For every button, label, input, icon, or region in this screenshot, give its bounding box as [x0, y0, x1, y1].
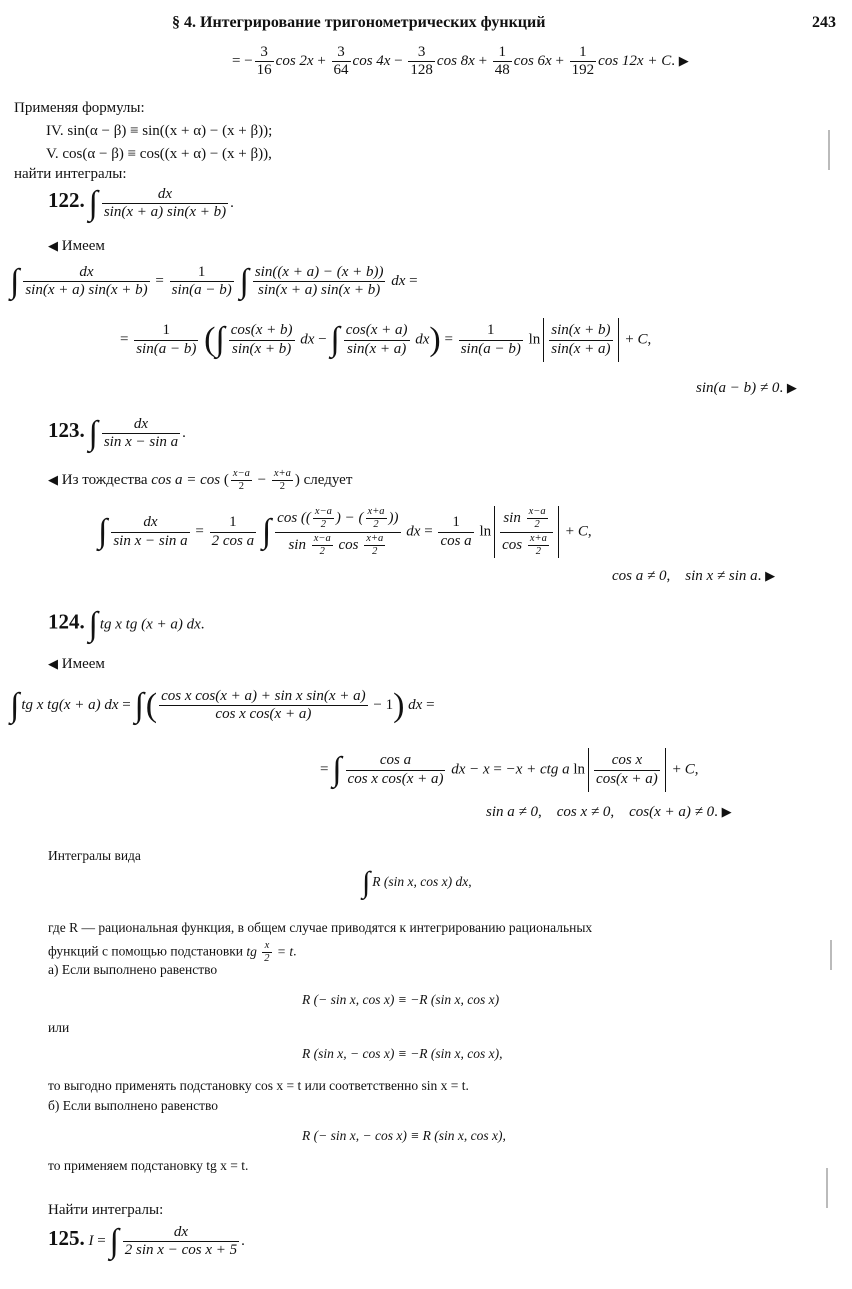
problem-number: 125.: [48, 1226, 85, 1251]
formula-case-b: R (− sin x, − cos x) ≡ R (sin x, cos x),: [302, 1128, 506, 1143]
solution-122-intro: [48, 238, 105, 255]
problem-125: 125. I = ∫ $\frac{dx}{\text{2 sin x − cos x + 5}}$ .: [48, 1222, 245, 1260]
problem-number: 122.: [48, 188, 85, 213]
or-label: или: [48, 1020, 70, 1035]
integrals-of-form-label: Интегралы вида: [48, 848, 141, 863]
formula-v: V. cos(α − β) ≡ cos((x + α) − (x + β)),: [46, 146, 272, 162]
right-triangle-icon: ▶: [786, 380, 797, 395]
where-text: где R — рациональная функция, в общем случае приводятся к интегрированию рациональных: [48, 920, 593, 935]
left-triangle-icon: ◀: [48, 472, 58, 487]
substitution-line: функций с помощью подстановки tg $\frac{x}{2}$ = t.: [48, 940, 297, 965]
formula-case-a-1: R (− sin x, cos x) ≡ −R (sin x, cos x): [302, 992, 500, 1007]
left-triangle-icon: ◀: [48, 238, 58, 253]
page-number: 243: [812, 14, 836, 31]
find-integrals-label: найти интегралы:: [14, 166, 127, 182]
right-triangle-icon: ▶: [678, 53, 689, 69]
problem-number: 123.: [48, 418, 85, 443]
solution-122-line2: = $\frac{1}{\sin(a - b)}$ (∫ $\frac{\cos(x + b)}{\sin(x + b)}$ dx − ∫ $\frac{\cos(x + a)}{\sin(x + a)}$ dx) = $\frac{1}{\sin(a - b)}$ ln $\frac{\sin(x + b)}{\sin(x + a)}$ + C,: [120, 318, 651, 362]
left-triangle-icon: ◀: [48, 656, 58, 671]
formula-r-integral: ∫ R (sin x, cos x) dx,: [362, 866, 472, 899]
apply-formulas-label: Применяя формулы:: [14, 100, 145, 116]
problem-122: 122. ∫ $\frac{dx}{\sin(x + a) \sin(x + b)}$ .: [48, 184, 234, 222]
right-triangle-icon: ▶: [721, 804, 732, 819]
follows-label: следует: [303, 472, 353, 488]
scan-artifact: [826, 1168, 828, 1208]
formula-case-a-2: R (sin x, − cos x) ≡ −R (sin x, cos x),: [302, 1046, 503, 1061]
with-substitution-label: функций с помощью подстановки: [48, 943, 244, 959]
right-triangle-icon: ▶: [765, 568, 776, 583]
solution-124-condition: sin a ≠ 0, cos x ≠ 0, cos(x + a) ≠ 0. ▶: [486, 804, 732, 820]
scan-artifact: [830, 940, 832, 970]
page-title: § 4. Интегрирование тригонометрических функций: [172, 14, 546, 31]
solution-123-line1: ∫ $\frac{dx}{\text{sin x − sin a}}$ = $\frac{1}{\text{2 cos a}}$ ∫ cos (( $\frac{x-a}{2}$ ) − ( $\frac{x+a}{2}$ )) sin $\frac{x-a}{2}$ cos $\frac{x+a}{2}$ dx = $\frac{1}{\text{cos a}}$ ln sin $\frac{x-a}{2}$ cos $\frac{x+a}{2}$ + C,: [98, 506, 592, 557]
problem-124: 124. ∫ tg x tg (x + a) dx.: [48, 606, 205, 643]
solution-124-line2: = ∫ $\frac{\text{cos a}}{\text{cos x cos(x + a)}}$ dx − x = −x + ctg a ln $\frac{\text{cos x}}{\cos(x + a)}$ + C,: [320, 748, 699, 792]
we-have-label: Имеем: [61, 656, 105, 672]
problem-number: 124.: [48, 609, 85, 634]
solution-124-line1: ∫ tg x tg(x + a) dx = ∫( $\frac{\text{cos x cos(x + a) + sin x sin(x + a)}}{\text{cos x cos(x + a)}}$ − 1) dx =: [10, 686, 435, 724]
solution-122-condition: sin(a − b) ≠ 0. ▶: [696, 380, 797, 396]
formula-continuation: = − $\frac{3}{16}$ cos 2x + $\frac{3}{64}$ cos 4x − $\frac{3}{128}$ cos 8x + $\frac{1}{48}$ cos 6x + $\frac{1}{192}$ cos 12x + C. ▶: [232, 44, 689, 79]
solution-123-condition: cos a ≠ 0, sin x ≠ sin a. ▶: [612, 568, 776, 584]
from-identity-label: Из тождества: [61, 472, 148, 488]
then-a-text: то выгодно применять подстановку cos x = t или соответственно sin x = t.: [48, 1078, 469, 1093]
then-b-text: то применяем подстановку tg x = t.: [48, 1158, 249, 1173]
solution-123-intro: ◀ Из тождества cos a = cos ( $\frac{x-a}{2}$ − $\frac{x+a}{2}$ ) следует: [48, 468, 353, 493]
we-have-label: Имеем: [61, 238, 105, 254]
formula-iv: IV. sin(α − β) ≡ sin((x + α) − (x + β));: [46, 123, 273, 139]
case-a-label: а) Если выполнено равенство: [48, 962, 218, 977]
find-integrals-2-label: Найти интегралы:: [48, 1202, 164, 1218]
solution-124-intro: [48, 656, 105, 673]
case-b-label: б) Если выполнено равенство: [48, 1098, 219, 1113]
problem-123: 123. ∫ $\frac{dx}{\text{sin x − sin a}}$ .: [48, 414, 186, 452]
solution-122-line1: ∫ $\frac{dx}{\sin(x + a) \sin(x + b)}$ = $\frac{1}{\sin(a - b)}$ ∫ $\frac{\sin((x + a) - (x + b))}{\sin(x + a) \sin(x + b)}$ dx =: [10, 262, 418, 300]
scan-artifact: [828, 130, 830, 170]
